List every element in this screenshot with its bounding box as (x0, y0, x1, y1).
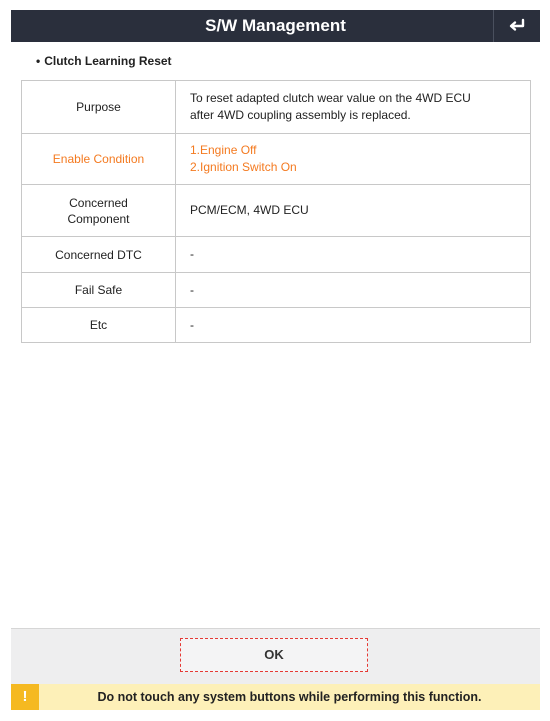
return-arrow-icon (507, 18, 527, 34)
footer-bar (11, 628, 540, 685)
section-bullet: • (36, 54, 41, 68)
table-row (22, 185, 531, 237)
row-label-line: Etc (89, 318, 108, 332)
page-title: S/W Management (205, 16, 346, 35)
row-value-line: PCM/ECM, 4WD ECU (190, 203, 309, 217)
row-value (176, 134, 531, 185)
row-value (176, 308, 531, 343)
row-value-line: 2.Ignition Switch On (190, 160, 297, 174)
row-value-line: - (190, 317, 194, 332)
row-label-line: Concerned DTC (55, 247, 142, 262)
ok-button[interactable]: OK (180, 638, 368, 672)
row-label (22, 185, 176, 237)
table-row (22, 134, 531, 185)
row-label-line: Enable Condition (52, 152, 145, 166)
row-label-line: Concerned (69, 195, 128, 210)
info-table (21, 80, 531, 343)
row-label-line: Purpose (76, 100, 121, 114)
row-value (176, 185, 531, 237)
back-button[interactable] (494, 10, 540, 42)
table-row (22, 237, 531, 273)
table-row (22, 81, 531, 134)
row-value-line: To reset adapted clutch wear value on the 4WD ECU (190, 91, 471, 105)
table-row (22, 308, 531, 343)
row-label (22, 273, 176, 308)
row-value (176, 273, 531, 308)
section-heading (36, 54, 172, 68)
table-row (22, 273, 531, 308)
row-label-line: Component (67, 211, 130, 226)
row-value (176, 237, 531, 273)
row-label (22, 134, 176, 185)
warning-text: Do not touch any system buttons while performing this function. (97, 690, 482, 704)
row-value-line: after 4WD coupling assembly is replaced. (190, 108, 411, 122)
row-value-line: 1.Engine Off (190, 143, 257, 157)
row-label (22, 308, 176, 343)
row-label-line: Fail Safe (74, 283, 123, 297)
section-heading-text: Clutch Learning Reset (44, 54, 172, 68)
row-value-line: - (190, 282, 194, 297)
row-value-line: - (190, 247, 194, 261)
row-value (176, 81, 531, 134)
warning-banner (11, 684, 540, 710)
title-bar (11, 10, 540, 42)
row-label (22, 237, 176, 273)
warning-icon: ! (11, 684, 39, 710)
row-label (22, 81, 176, 134)
